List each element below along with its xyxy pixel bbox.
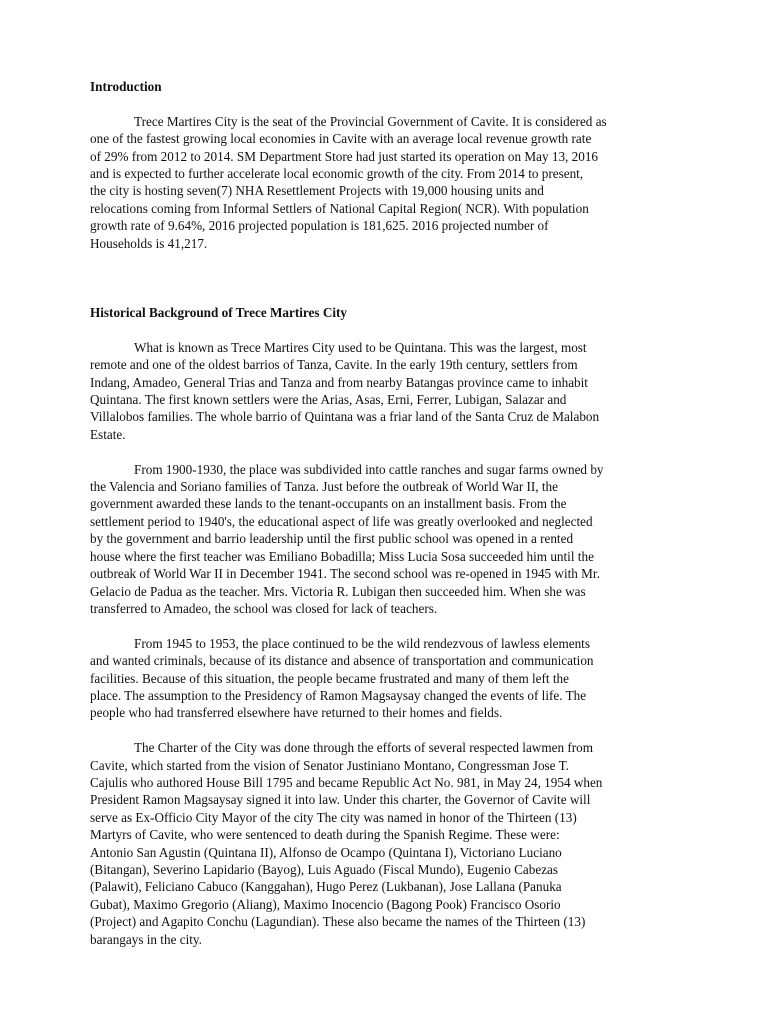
- text-line: house where the first teacher was Emiliano Bobadilla; Miss Lucia Sosa succeeded him until the: [90, 548, 594, 564]
- text-line: government awarded these lands to the tenant-occupants on an installment basis. From the: [90, 496, 567, 512]
- text-line: by the government and barrio leadership until the first public school was opened in a rented: [90, 531, 574, 547]
- text-line: and is expected to further accelerate local economic growth of the city. From 2014 to present,: [90, 166, 584, 182]
- text-line: Indang, Amadeo, General Trias and Tanza and from nearby Batangas province came to inhabit: [90, 374, 588, 390]
- text-line: place. The assumption to the Presidency of Ramon Magsaysay changed the events of life. The: [90, 687, 587, 703]
- text-line: remote and one of the oldest barrios of Tanza, Cavite. In the early 19th century, settlers from: [90, 357, 578, 373]
- text-line: the city is hosting seven(7) NHA Resettlement Projects with 19,000 housing units and: [90, 183, 544, 199]
- introduction-heading: Introduction: [90, 79, 162, 94]
- text-line: (Project) and Agapito Conchu (Lagundian). These also became the names of the Thirteen (13): [90, 914, 586, 930]
- text-line: Cavite, which started from the vision of Senator Justiniano Montano, Congressman Jose T.: [90, 757, 569, 773]
- text-line: and wanted criminals, because of its distance and absence of transportation and communication: [90, 653, 594, 669]
- text-line: What is known as Trece Martires City used to be Quintana. This was the largest, most: [134, 339, 587, 355]
- history-paragraph-4: [90, 739, 672, 948]
- text-line: the Valencia and Soriano families of Tanza. Just before the outbreak of World War II, the: [90, 479, 559, 495]
- text-line: facilities. Because of this situation, the people became frustrated and many of them left the: [90, 670, 569, 686]
- text-line: relocations coming from Informal Settlers of National Capital Region( NCR). With population: [90, 200, 589, 216]
- text-line: growth rate of 9.64%, 2016 projected population is 181,625. 2016 projected number of: [90, 218, 549, 234]
- text-line: transferred to Amadeo, the school was closed for lack of teachers.: [90, 600, 438, 616]
- text-line: outbreak of World War II in December 1941. The second school was re-opened in 1945 with Mr.: [90, 566, 600, 582]
- text-line: settlement period to 1940's, the educational aspect of life was greatly overlooked and neglected: [90, 513, 593, 529]
- text-line: President Ramon Magsaysay signed it into law. Under this charter, the Governor of Cavite will: [90, 792, 591, 808]
- text-line: serve as Ex-Officio City Mayor of the city The city was named in honor of the Thirteen (13): [90, 809, 577, 825]
- text-line: Trece Martires City is the seat of the Provincial Government of Cavite. It is considered as: [134, 113, 607, 129]
- text-line: Quintana. The first known settlers were the Arias, Asas, Erni, Ferrer, Lubigan, Salazar and: [90, 392, 567, 408]
- text-line: From 1945 to 1953, the place continued to be the wild rendezvous of lawless elements: [134, 635, 590, 651]
- text-line: Antonio San Agustin (Quintana II), Alfonso de Ocampo (Quintana I), Victoriano Luciano: [90, 844, 562, 860]
- text-line: Villalobos families. The whole barrio of Quintana was a friar land of the Santa Cruz de Malabon: [90, 409, 600, 425]
- text-line: of 29% from 2012 to 2014. SM Department Store had just started its operation on May 13, 2016: [90, 148, 599, 164]
- text-line: Estate.: [90, 426, 126, 442]
- text-line: people who had transferred elsewhere have returned to their homes and fields.: [90, 705, 503, 721]
- text-line: barangays in the city.: [90, 931, 202, 947]
- introduction-paragraph: [90, 113, 672, 252]
- history-paragraph-1: [90, 339, 672, 443]
- history-paragraph-2: [90, 461, 672, 618]
- text-line: (Bitangan), Severino Lapidario (Bayog), Luis Aguado (Fiscal Mundo), Eugenio Cabezas: [90, 861, 559, 877]
- text-line: one of the fastest growing local economies in Cavite with an average local revenue growth rate: [90, 131, 592, 147]
- text-line: Cajulis who authored House Bill 1795 and became Republic Act No. 981, in May 24, 1954 when: [90, 774, 603, 790]
- history-heading: Historical Background of Trece Martires City: [90, 305, 347, 321]
- text-line: Martyrs of Cavite, who were sentenced to death during the Spanish Regime. These were:: [90, 827, 560, 843]
- text-line: (Palawit), Feliciano Cabuco (Kanggahan), Hugo Perez (Lukbanan), Jose Lallana (Panuka: [90, 879, 562, 895]
- text-line: Gubat), Maximo Gregorio (Aliang), Maximo Inocencio (Bagong Pook) Francisco Osorio: [90, 896, 561, 912]
- text-line: The Charter of the City was done through the efforts of several respected lawmen from: [134, 740, 593, 756]
- text-line: From 1900-1930, the place was subdivided into cattle ranches and sugar farms owned by: [134, 461, 604, 477]
- text-line: Gelacio de Padua as the teacher. Mrs. Victoria R. Lubigan then succeeded him. When she was: [90, 583, 586, 599]
- history-paragraph-3: [90, 635, 672, 722]
- document-page: [90, 78, 672, 948]
- text-line: Households is 41,217.: [90, 235, 208, 251]
